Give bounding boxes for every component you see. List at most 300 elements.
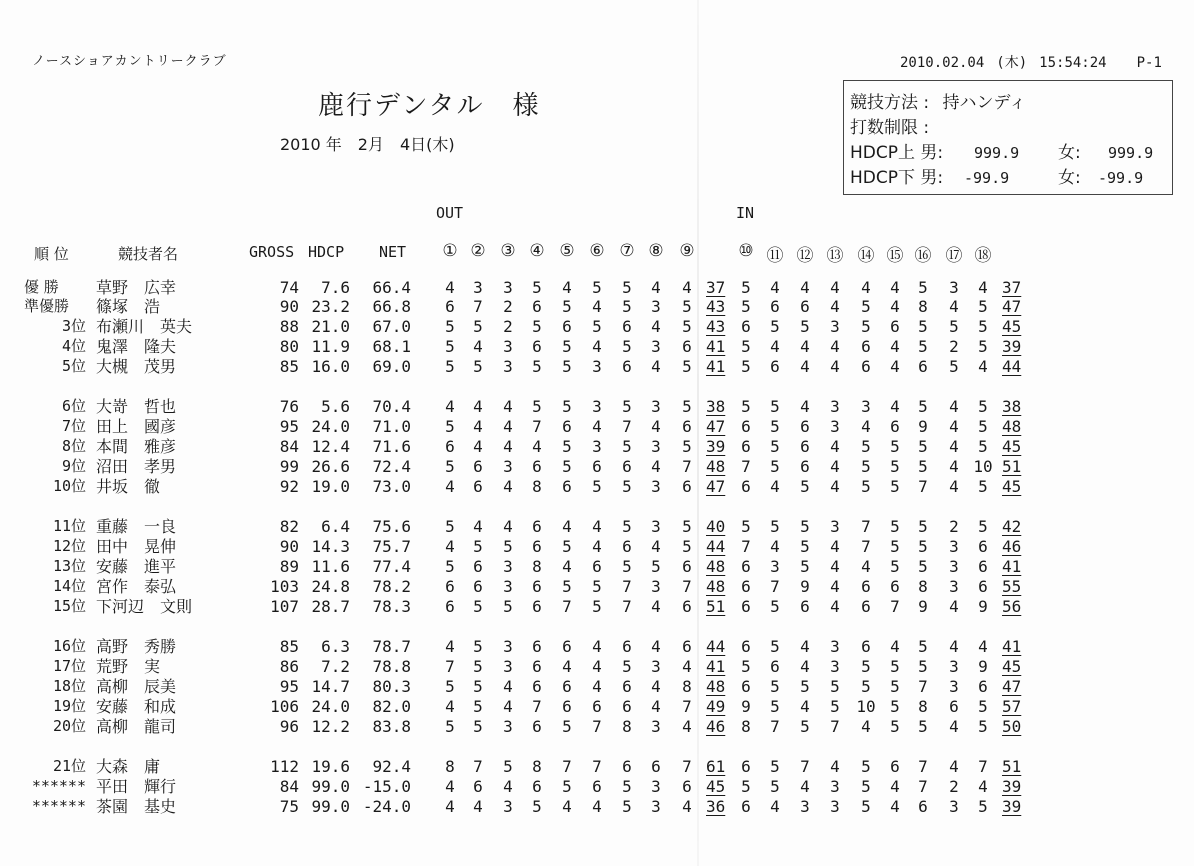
hole-score: 5 — [890, 717, 900, 736]
hole-score: 5 — [918, 537, 928, 556]
hole-score: 3 — [949, 657, 959, 676]
out-total: 51 — [706, 597, 726, 616]
hole-score: 4 — [592, 537, 602, 556]
hole-score: 5 — [532, 357, 542, 376]
hole-score: 4 — [562, 278, 572, 297]
handicap: 24.0 — [311, 417, 350, 436]
hole-score: 3 — [503, 457, 513, 476]
out-total: 41 — [706, 657, 726, 676]
hole-score: 7 — [861, 537, 871, 556]
hole-score: 3 — [651, 577, 661, 596]
handicap: 14.3 — [311, 537, 350, 556]
hole-score: 2 — [503, 297, 513, 316]
rule-limit-label: 打数制限 : — [850, 118, 930, 138]
hole-score: 5 — [473, 317, 483, 336]
hole-score: 5 — [800, 557, 810, 576]
hole-score: 6 — [622, 637, 632, 656]
hole-score: 9 — [741, 697, 751, 716]
hole-score: 6 — [770, 297, 780, 316]
gross-score: 80 — [279, 337, 299, 356]
hole-score: 4 — [503, 697, 513, 716]
player-name: 本間 雅彦 — [96, 437, 177, 456]
hole-score: 3 — [503, 357, 513, 376]
hole-score: 5 — [622, 777, 632, 796]
hole-score: 3 — [503, 278, 513, 297]
hole-score: 4 — [830, 437, 840, 456]
hole-score: 5 — [978, 797, 988, 816]
gross-score: 112 — [270, 757, 299, 776]
player-row — [0, 597, 1194, 616]
hole-score: 3 — [830, 777, 840, 796]
hole-score: 7 — [918, 777, 928, 796]
hole-score: 6 — [532, 297, 542, 316]
handicap: 5.6 — [321, 397, 350, 416]
hole-score: 4 — [473, 517, 483, 536]
hole-score: 5 — [445, 337, 455, 356]
hole-score: 6 — [592, 777, 602, 796]
handicap: 99.0 — [311, 777, 350, 796]
hole-score: 5 — [918, 397, 928, 416]
hole-score: 3 — [651, 397, 661, 416]
hole-score: 4 — [800, 657, 810, 676]
print-datetime — [900, 52, 1174, 72]
hole-score: 6 — [592, 697, 602, 716]
hole-score: 7 — [741, 457, 751, 476]
hole-score: 5 — [445, 457, 455, 476]
hole-score: 4 — [682, 657, 692, 676]
hole-score: 4 — [861, 417, 871, 436]
hole-score: 3 — [830, 317, 840, 336]
hole-score: 3 — [830, 417, 840, 436]
hole-score: 7 — [622, 597, 632, 616]
hole-score: 4 — [861, 557, 871, 576]
hdcp-lower-label: HDCP下 男: — [850, 168, 944, 188]
out-total: 44 — [706, 537, 726, 556]
hole-score: 5 — [503, 757, 513, 776]
hole-score: 5 — [445, 557, 455, 576]
hole-score: 3 — [503, 717, 513, 736]
player-row — [0, 477, 1194, 496]
player-row — [0, 657, 1194, 676]
hole-score: 5 — [503, 537, 513, 556]
hole-score: 3 — [651, 337, 661, 356]
rule-method-value: 持ハンディ — [942, 93, 1027, 113]
print-date: 2010.02.04 — [900, 55, 985, 71]
hole-score: 6 — [978, 577, 988, 596]
hole-score: 4 — [682, 717, 692, 736]
hole-score: 6 — [682, 637, 692, 656]
hole-score: 4 — [592, 297, 602, 316]
hole-score: 5 — [562, 337, 572, 356]
hole-number-2: ② — [470, 241, 486, 261]
player-name: 大槻 茂男 — [96, 357, 177, 376]
hole-score: 4 — [949, 757, 959, 776]
hole-score: 6 — [532, 517, 542, 536]
hole-score: 6 — [800, 437, 810, 456]
hole-score: 4 — [949, 637, 959, 656]
hole-score: 4 — [503, 477, 513, 496]
in-total: 57 — [1002, 697, 1022, 716]
in-total: 46 — [1002, 537, 1022, 556]
handicap: 12.2 — [311, 717, 350, 736]
player-row — [0, 357, 1194, 376]
hole-score: 6 — [562, 477, 572, 496]
hole-score: 4 — [890, 337, 900, 356]
hole-score: 4 — [503, 417, 513, 436]
hole-score: 5 — [741, 657, 751, 676]
out-total: 48 — [706, 457, 726, 476]
hole-score: 4 — [770, 477, 780, 496]
hole-number-17: ⑰ — [945, 246, 963, 266]
hdcp-lower-female: -99.9 — [1098, 169, 1144, 187]
hole-score: 6 — [622, 677, 632, 696]
gross-score: 106 — [270, 697, 299, 716]
hole-score: 6 — [741, 577, 751, 596]
hole-score: 7 — [830, 717, 840, 736]
hole-score: 6 — [562, 317, 572, 336]
player-header: 競技者名 — [118, 245, 179, 263]
hole-score: 3 — [592, 437, 602, 456]
hole-score: 5 — [918, 557, 928, 576]
player-name: 茶園 基史 — [96, 797, 177, 816]
player-rank: ****** — [31, 797, 86, 815]
hole-score: 5 — [918, 437, 928, 456]
net-score: 83.8 — [372, 717, 411, 736]
hole-score: 5 — [800, 537, 810, 556]
player-row — [0, 637, 1194, 656]
hole-score: 6 — [861, 597, 871, 616]
hole-score: 3 — [651, 477, 661, 496]
hole-score: 6 — [622, 757, 632, 776]
player-row — [0, 757, 1194, 776]
hole-score: 6 — [622, 317, 632, 336]
player-name: 平田 輝行 — [96, 777, 177, 796]
hole-score: 5 — [532, 317, 542, 336]
hole-score: 5 — [890, 517, 900, 536]
hole-score: 4 — [473, 337, 483, 356]
player-name: 沼田 孝男 — [96, 457, 177, 476]
hole-score: 5 — [978, 717, 988, 736]
hole-score: 9 — [800, 577, 810, 596]
hole-score: 6 — [770, 357, 780, 376]
hole-score: 5 — [770, 637, 780, 656]
hole-number-7: ⑦ — [619, 241, 635, 261]
gross-score: 103 — [270, 577, 299, 596]
hole-score: 4 — [651, 597, 661, 616]
net-score: 78.7 — [372, 637, 411, 656]
hole-number-10: ⑩ — [738, 241, 754, 261]
hole-score: 5 — [473, 677, 483, 696]
hole-score: 5 — [445, 677, 455, 696]
handicap: 26.6 — [311, 457, 350, 476]
hole-number-5: ⑤ — [559, 241, 575, 261]
hole-score: 5 — [592, 577, 602, 596]
hole-score: 8 — [918, 577, 928, 596]
hole-score: 4 — [861, 278, 871, 297]
hole-score: 6 — [682, 477, 692, 496]
handicap: 23.2 — [311, 297, 350, 316]
hole-score: 6 — [592, 557, 602, 576]
net-score: 69.0 — [372, 357, 411, 376]
gross-score: 74 — [279, 278, 299, 297]
in-total: 55 — [1002, 577, 1022, 596]
hole-score: 5 — [800, 517, 810, 536]
hole-score: 4 — [830, 297, 840, 316]
in-total: 42 — [1002, 517, 1022, 536]
hdcp-lower-female-label: 女: — [1058, 168, 1081, 188]
out-total: 47 — [706, 417, 726, 436]
hole-score: 5 — [770, 457, 780, 476]
hole-score: 4 — [830, 357, 840, 376]
hole-score: 5 — [918, 517, 928, 536]
hole-score: 7 — [592, 717, 602, 736]
handicap: 24.8 — [311, 577, 350, 596]
hole-score: 4 — [445, 477, 455, 496]
print-weekday: (木) — [996, 55, 1028, 71]
hole-score: 4 — [651, 357, 661, 376]
hole-score: 6 — [741, 557, 751, 576]
hole-score: 4 — [800, 357, 810, 376]
hole-score: 6 — [622, 537, 632, 556]
gross-score: 92 — [279, 477, 299, 496]
hole-score: 4 — [830, 757, 840, 776]
hole-score: 3 — [770, 557, 780, 576]
hole-score: 7 — [473, 297, 483, 316]
net-score: -24.0 — [362, 797, 411, 816]
out-total: 44 — [706, 637, 726, 656]
player-name: 宮作 泰弘 — [96, 577, 177, 596]
hole-score: 5 — [918, 637, 928, 656]
hole-score: 8 — [918, 297, 928, 316]
hdcp-upper-female-label: 女: — [1058, 143, 1081, 163]
hole-score: 4 — [949, 597, 959, 616]
hole-number-13: ⑬ — [826, 246, 844, 266]
hole-score: 6 — [861, 337, 871, 356]
player-rank: 21位 — [52, 757, 86, 775]
hole-score: 5 — [800, 477, 810, 496]
hole-score: 5 — [622, 797, 632, 816]
hole-score: 3 — [592, 357, 602, 376]
hole-score: 5 — [949, 357, 959, 376]
hole-number-6: ⑥ — [589, 241, 605, 261]
player-rank: ****** — [31, 777, 86, 795]
hole-score: 5 — [741, 357, 751, 376]
hole-score: 8 — [445, 757, 455, 776]
in-total: 44 — [1002, 357, 1022, 376]
hole-score: 3 — [949, 557, 959, 576]
in-total: 39 — [1002, 797, 1022, 816]
player-row — [0, 317, 1194, 336]
hole-score: 4 — [445, 777, 455, 796]
hole-score: 4 — [651, 677, 661, 696]
hole-score: 6 — [978, 677, 988, 696]
hole-score: 6 — [532, 777, 542, 796]
hole-score: 4 — [562, 557, 572, 576]
hole-score: 10 — [856, 697, 876, 716]
player-row — [0, 457, 1194, 476]
hole-score: 5 — [473, 597, 483, 616]
hole-score: 8 — [532, 477, 542, 496]
hole-score: 4 — [592, 677, 602, 696]
net-score: 72.4 — [372, 457, 411, 476]
hole-score: 7 — [682, 577, 692, 596]
hole-score: 5 — [532, 797, 542, 816]
player-rank: 12位 — [52, 537, 86, 555]
hole-score: 4 — [830, 278, 840, 297]
hole-score: 8 — [532, 757, 542, 776]
hole-score: 5 — [890, 677, 900, 696]
hole-score: 5 — [682, 317, 692, 336]
hole-score: 5 — [682, 297, 692, 316]
player-rank: 5位 — [61, 357, 86, 375]
net-score: 71.6 — [372, 437, 411, 456]
hole-score: 4 — [592, 517, 602, 536]
hole-score: 5 — [770, 677, 780, 696]
net-score: 66.8 — [372, 297, 411, 316]
hole-score: 6 — [532, 457, 542, 476]
rule-method — [850, 91, 1172, 116]
hole-score: 6 — [473, 557, 483, 576]
hole-score: 5 — [890, 477, 900, 496]
hole-score: 2 — [503, 317, 513, 336]
hole-score: 6 — [562, 637, 572, 656]
hole-score: 6 — [741, 477, 751, 496]
out-total: 49 — [706, 697, 726, 716]
player-row — [0, 697, 1194, 716]
hole-score: 6 — [861, 357, 871, 376]
hole-score: 7 — [861, 517, 871, 536]
gross-score: 89 — [279, 557, 299, 576]
player-row — [0, 577, 1194, 596]
hole-score: 4 — [890, 797, 900, 816]
hole-score: 4 — [800, 337, 810, 356]
player-name: 田上 國彦 — [96, 417, 177, 436]
hole-score: 5 — [770, 437, 780, 456]
hole-score: 2 — [949, 777, 959, 796]
hole-score: 7 — [532, 417, 542, 436]
hole-score: 4 — [830, 337, 840, 356]
in-total: 37 — [1002, 278, 1022, 297]
hole-score: 4 — [830, 537, 840, 556]
in-total: 38 — [1002, 397, 1022, 416]
hole-score: 3 — [830, 397, 840, 416]
hole-score: 3 — [949, 537, 959, 556]
in-total: 48 — [1002, 417, 1022, 436]
handicap: 16.0 — [311, 357, 350, 376]
net-score: 92.4 — [372, 757, 411, 776]
hole-score: 3 — [651, 717, 661, 736]
hole-score: 5 — [741, 397, 751, 416]
net-score: 75.6 — [372, 517, 411, 536]
hole-score: 6 — [800, 417, 810, 436]
hole-score: 4 — [830, 597, 840, 616]
hole-score: 4 — [890, 297, 900, 316]
hole-score: 3 — [949, 797, 959, 816]
player-name: 大嵜 哲也 — [96, 397, 177, 416]
hole-score: 5 — [978, 297, 988, 316]
hole-score: 6 — [445, 437, 455, 456]
hole-score: 5 — [445, 517, 455, 536]
hole-score: 6 — [532, 577, 542, 596]
hole-number-12: ⑫ — [796, 246, 814, 266]
hole-score: 4 — [770, 278, 780, 297]
hole-score: 5 — [532, 397, 542, 416]
hole-score: 5 — [949, 317, 959, 336]
hole-score: 4 — [949, 297, 959, 316]
hole-score: 6 — [682, 557, 692, 576]
hole-score: 4 — [473, 417, 483, 436]
hole-score: 9 — [918, 597, 928, 616]
hole-score: 4 — [651, 537, 661, 556]
hole-score: 4 — [445, 278, 455, 297]
hole-score: 6 — [741, 417, 751, 436]
hole-score: 4 — [682, 278, 692, 297]
hole-score: 4 — [890, 637, 900, 656]
hole-score: 8 — [682, 677, 692, 696]
hole-score: 5 — [445, 357, 455, 376]
hole-score: 5 — [770, 397, 780, 416]
rule-limit — [850, 116, 1172, 141]
net-score: 78.2 — [372, 577, 411, 596]
hole-score: 5 — [473, 717, 483, 736]
hole-score: 4 — [770, 337, 780, 356]
hole-score: 5 — [682, 517, 692, 536]
gross-score: 84 — [279, 777, 299, 796]
handicap: 7.2 — [321, 657, 350, 676]
hole-score: 6 — [651, 757, 661, 776]
hole-score: 7 — [562, 597, 572, 616]
hole-score: 5 — [978, 517, 988, 536]
hole-score: 5 — [770, 317, 780, 336]
hole-score: 5 — [918, 278, 928, 297]
hole-score: 6 — [682, 417, 692, 436]
hole-score: 9 — [978, 597, 988, 616]
handicap: 11.6 — [311, 557, 350, 576]
hole-score: 5 — [770, 597, 780, 616]
hole-score: 4 — [861, 717, 871, 736]
gross-score: 88 — [279, 317, 299, 336]
handicap: 6.3 — [321, 637, 350, 656]
hole-score: 5 — [978, 417, 988, 436]
net-score: 67.0 — [372, 317, 411, 336]
hole-score: 4 — [445, 697, 455, 716]
hole-score: 4 — [682, 797, 692, 816]
hole-score: 6 — [890, 577, 900, 596]
hole-score: 7 — [562, 757, 572, 776]
hole-score: 4 — [800, 397, 810, 416]
hole-number-4: ④ — [529, 241, 545, 261]
hole-score: 6 — [741, 317, 751, 336]
in-total: 41 — [1002, 637, 1022, 656]
hole-score: 4 — [651, 278, 661, 297]
hole-score: 7 — [800, 757, 810, 776]
hole-number-11: ⑪ — [766, 246, 784, 266]
hole-score: 4 — [592, 337, 602, 356]
in-total: 45 — [1002, 477, 1022, 496]
hole-score: 3 — [651, 657, 661, 676]
hole-score: 5 — [445, 717, 455, 736]
hole-score: 5 — [800, 717, 810, 736]
gross-score: 85 — [279, 357, 299, 376]
net-score: 77.4 — [372, 557, 411, 576]
hole-score: 8 — [741, 717, 751, 736]
out-total: 43 — [706, 317, 726, 336]
hole-score: 6 — [890, 417, 900, 436]
hole-score: 7 — [918, 477, 928, 496]
player-row — [0, 278, 1194, 297]
hole-score: 3 — [949, 278, 959, 297]
hole-score: 5 — [861, 437, 871, 456]
